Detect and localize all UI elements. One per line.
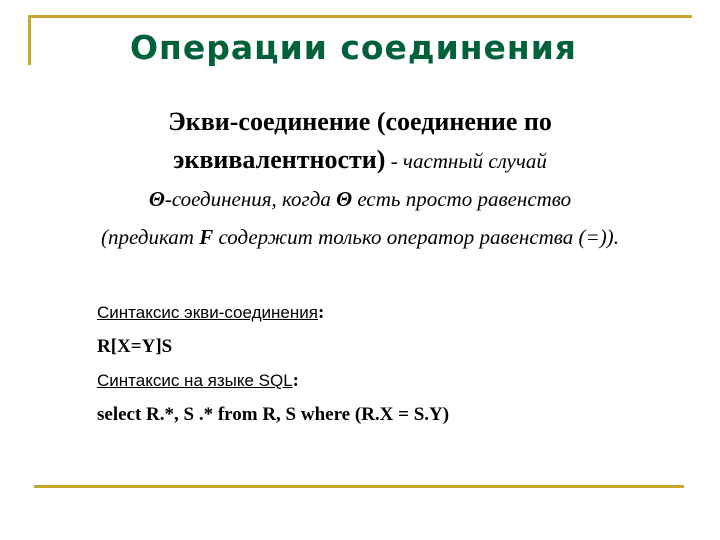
syntax-block (97, 296, 657, 432)
colon-2: : (292, 370, 299, 391)
theta-symbol-2: Θ (336, 187, 353, 211)
equijoin-expression: R[X=Y]S (97, 336, 173, 357)
predicate-line-end: . (613, 225, 619, 249)
theta-line (40, 180, 680, 218)
frame-top-line (28, 15, 692, 18)
theta-line-part2: есть просто равенство (352, 187, 572, 211)
syntax-row-1 (97, 296, 657, 330)
predicate-symbol: F (199, 225, 214, 249)
theta-symbol-1: Θ (148, 187, 165, 211)
equijoin-syntax-label: Синтаксис экви-соединения (97, 303, 318, 322)
theta-line-part1: -соединения, когда (164, 187, 337, 211)
lead-line-2-wrap (40, 141, 680, 180)
predicate-line-part2: содержит только оператор равенства (=)) (213, 225, 614, 249)
frame-left-line (28, 15, 31, 65)
definition-paragraph (40, 103, 680, 256)
sql-syntax-label: Синтаксис на языке SQL (97, 371, 293, 390)
italic-rest: - частный случай (385, 149, 547, 173)
colon-1: : (317, 302, 325, 323)
predicate-line-part1: (предикат (101, 225, 200, 249)
frame-bottom-line (34, 485, 684, 488)
slide-title: Операции соединения (130, 28, 578, 67)
predicate-line (40, 218, 680, 256)
lead-line-2: эквивалентности) (173, 145, 386, 174)
syntax-row-3 (97, 364, 657, 398)
sql-expression: select R.*, S .* from R, S where (R.X = S.Y) (97, 404, 450, 425)
lead-line-1: Экви-соединение (соединение по (168, 107, 552, 136)
